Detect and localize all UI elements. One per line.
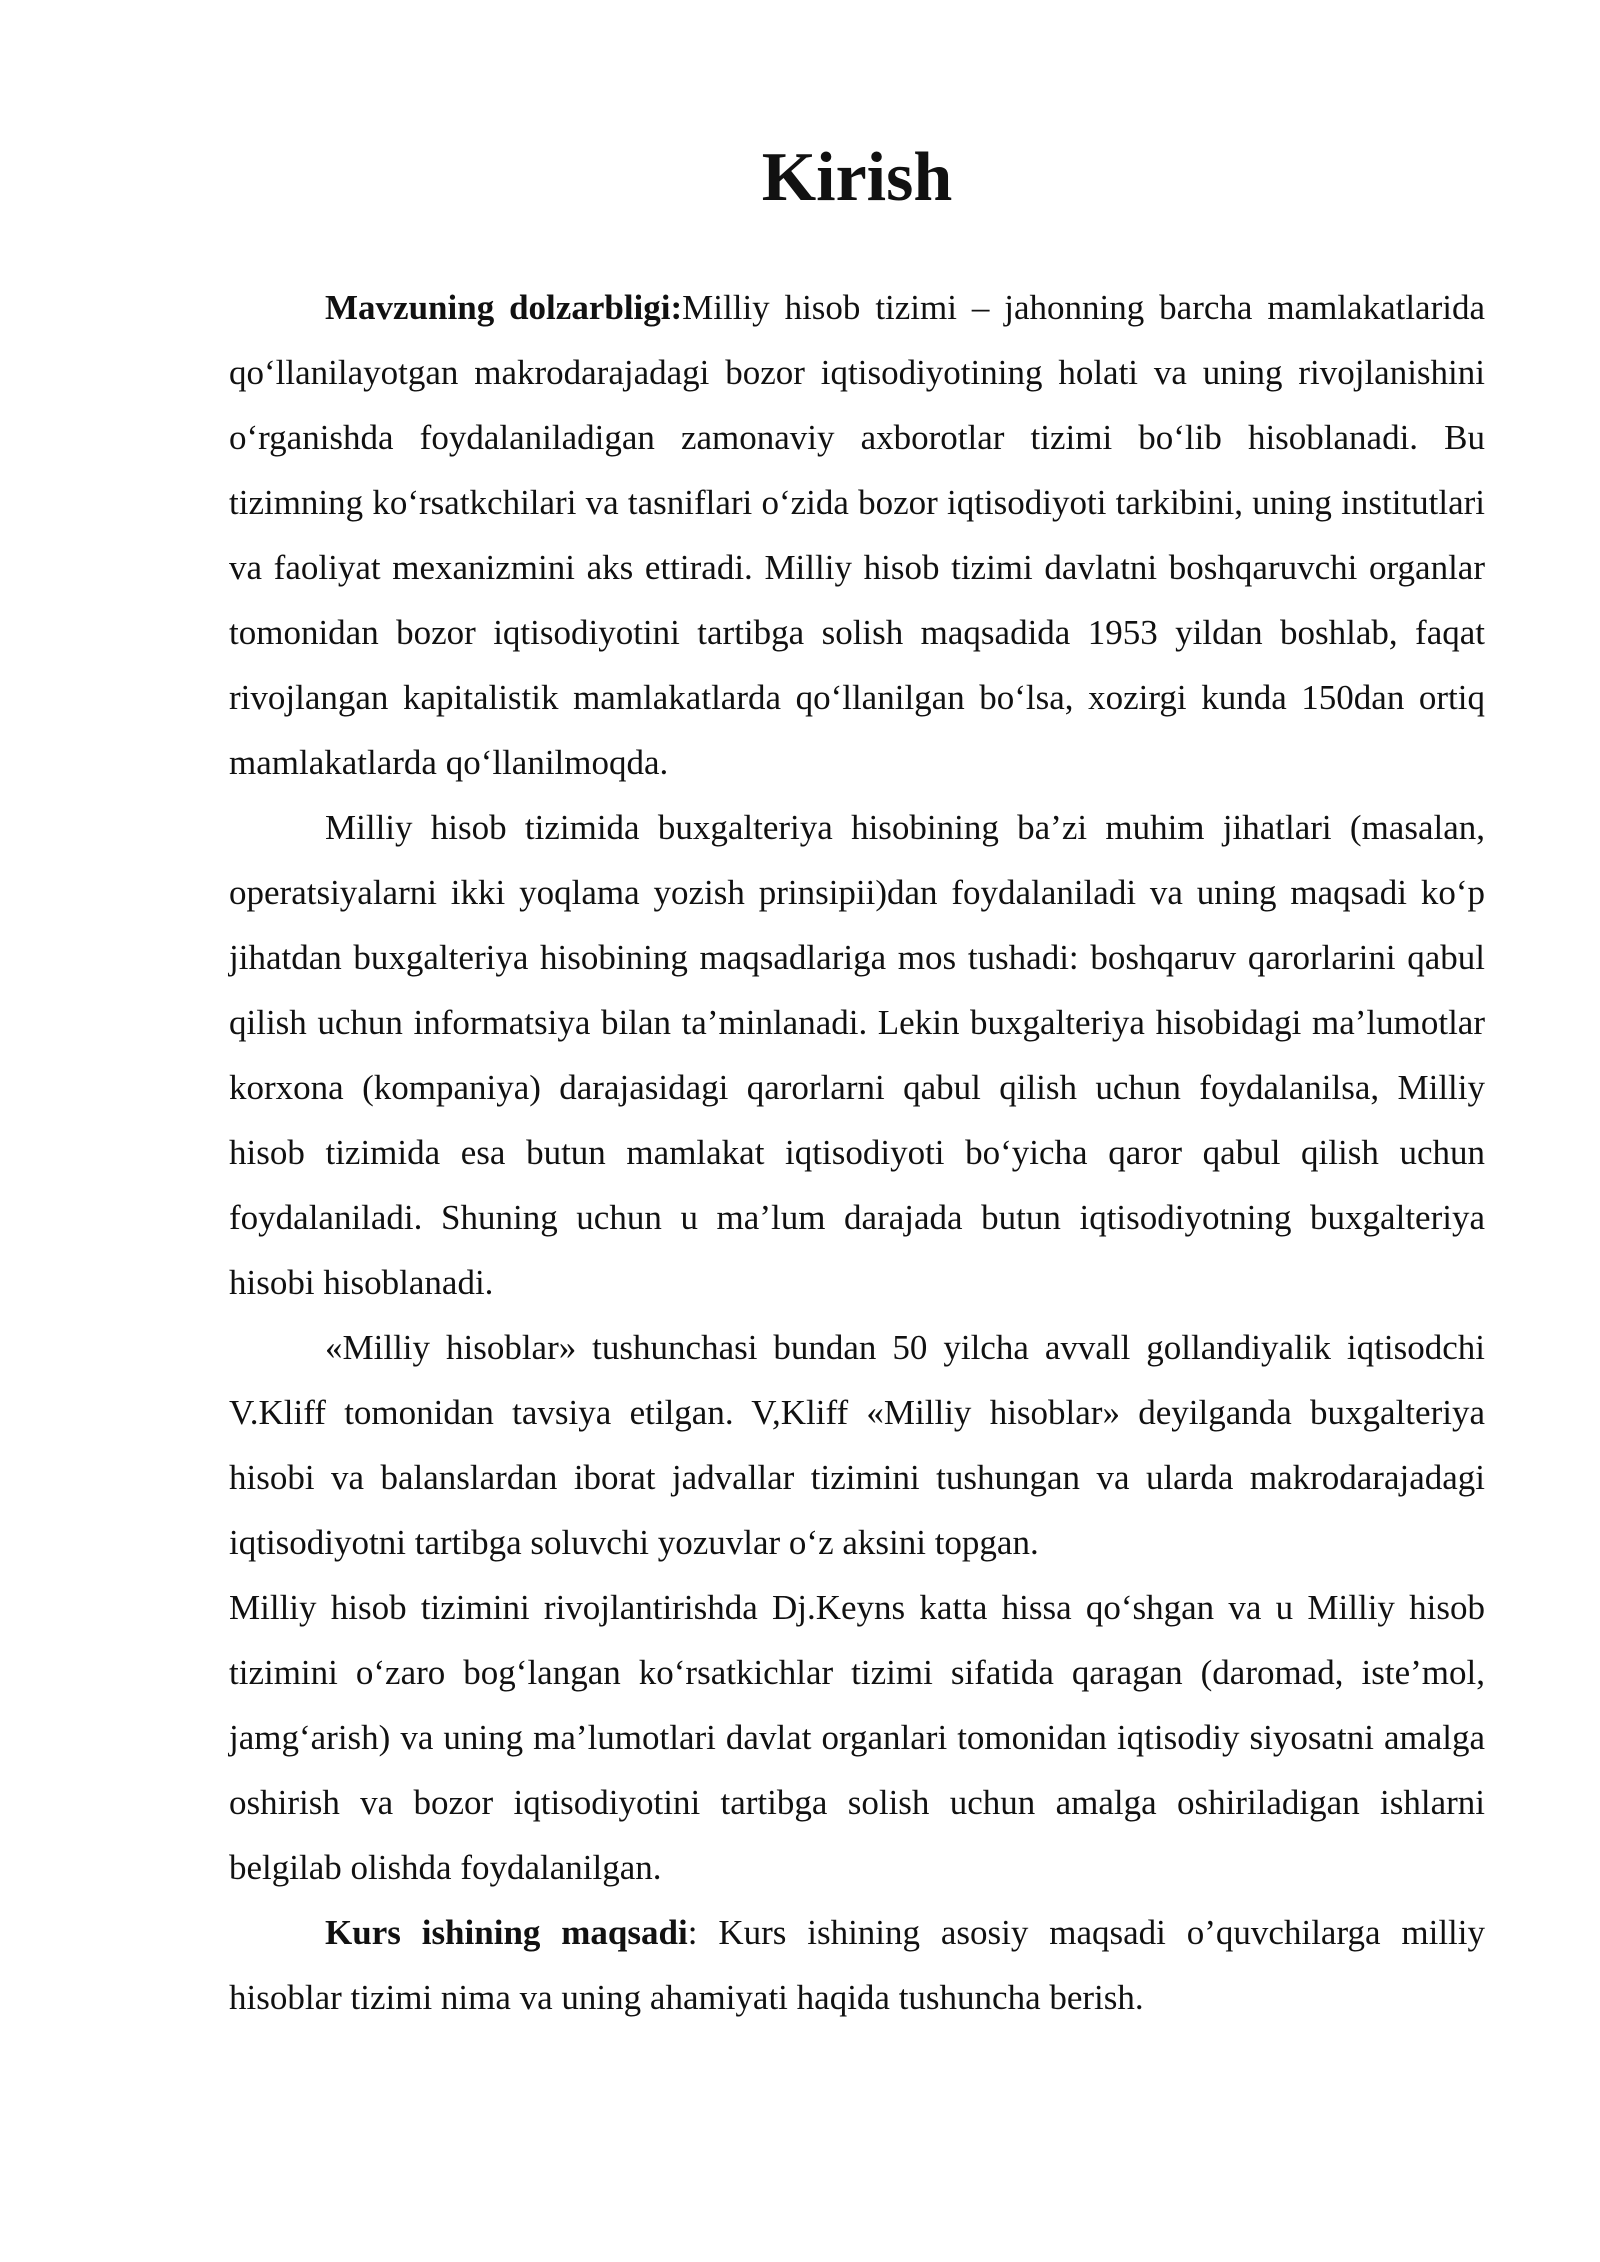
document-title: Kirish bbox=[761, 139, 953, 216]
paragraph-lead-relevance: Mavzuning dolzarbligi: bbox=[325, 288, 683, 327]
document-body bbox=[229, 139, 1486, 2030]
paragraph-relevance bbox=[229, 275, 1485, 795]
title-spacer bbox=[229, 210, 1485, 275]
paragraph-text-accounting: Milliy hisob tizimida buxgalteriya hisobining ba’zi muhim jihatlari (masalan, operatsiyalarni ikki yoqlama yozish prinsipii)dan foydalaniladi va uning maqsadi ko‘p jihatdan buxgalteriya hisobining maqsadlariga mos tushadi: boshqaruv qarorlarini qabul qilish uchun informatsiya bilan ta’minlanadi. Lekin buxgalteriya hisobidagi ma’lumotlar korxona (kompaniya) darajasidagi qarorlarni qabul qilish uchun foydalanilsa, Milliy hisob tizimida esa butun mamlakat iqtisodiyoti bo‘yicha qaror qabul qilish uchun foydalaniladi. Shuning uchun u ma’lum darajada butun iqtisodiyotning buxgalteriya hisobi hisoblanadi. bbox=[229, 808, 1485, 1302]
paragraph-kliff bbox=[229, 1315, 1485, 1575]
paragraph-keynes bbox=[229, 1575, 1485, 1900]
paragraph-text-keynes: Milliy hisob tizimini rivojlantirishda Dj.Keyns katta hissa qo‘shgan va u Milliy hisob tizimini o‘zaro bog‘langan ko‘rsatkichlar tizimi sifatida qaragan (daromad, iste’mol, jamg‘arish) va uning ma’lumotlari davlat organlari tomonidan iqtisodiy siyosatni amalga oshirish va bozor iqtisodiyotini tartibga solish uchun amalga oshiriladigan ishlarni belgilab olishda foydalanilgan. bbox=[229, 1588, 1485, 1887]
paragraph-accounting bbox=[229, 795, 1485, 1315]
paragraph-text-kliff: «Milliy hisoblar» tushunchasi bundan 50 yilcha avvall gollandiyalik iqtisodchi V.Kliff tomonidan tavsiya etilgan. V,Kliff «Milliy hisoblar» deyilganda buxgalteriya hisobi va balanslardan iborat jadvallar tizimini tushungan va ularda makrodarajadagi iqtisodiyotni tartibga soluvchi yozuvlar o‘z aksini topgan. bbox=[229, 1328, 1485, 1562]
paragraph-lead-goal: Kurs ishining maqsadi bbox=[325, 1913, 688, 1952]
paragraph-goal bbox=[229, 1900, 1485, 2030]
paragraph-text-relevance: Milliy hisob tizimi – jahonning barcha mamlakatlarida qo‘llanilayotgan makrodarajadagi bozor iqtisodiyotining holati va uning rivojlanishini o‘rganishda foydalaniladigan zamonaviy axborotlar tizimi bo‘lib hisoblanadi. Bu tizimning ko‘rsatkchilari va tasniflari o‘zida bozor iqtisodiyoti tarkibini, uning institutlari va faoliyat mexanizmini aks ettiradi. Milliy hisob tizimi davlatni boshqaruvchi organlar tomonidan bozor iqtisodiyotini tartibga solish maqsadida 1953 yildan boshlab, faqat rivojlangan kapitalistik mamlakatlarda qo‘llanilgan bo‘lsa, xozirgi kunda 150dan ortiq mamlakatlarda qo‘llanilmoqda. bbox=[229, 288, 1485, 782]
paragraph-text-goal: : Kurs ishining asosiy maqsadi o’quvchilarga milliy hisoblar tizimi nima va uning ahamiyati haqida tushuncha berish. bbox=[229, 1913, 1486, 2017]
